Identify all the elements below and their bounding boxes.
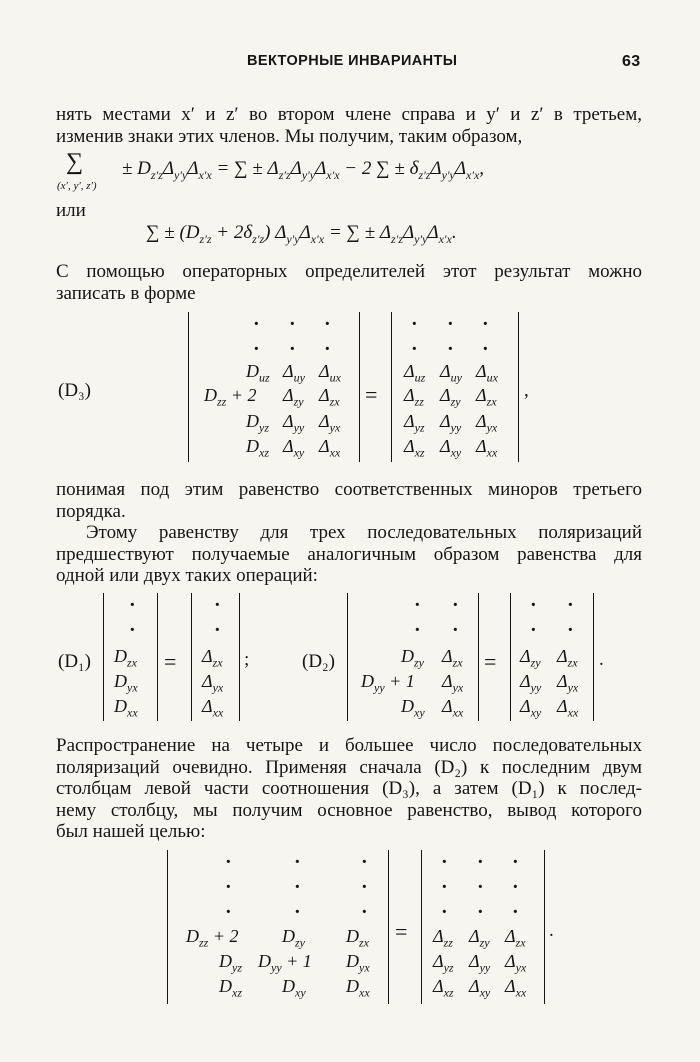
dot: · <box>482 338 489 360</box>
label-d2: (D₂) <box>302 651 335 672</box>
period: . <box>599 649 604 670</box>
det-bar <box>544 850 545 1004</box>
matrix-cell: $\Delta_{yy}$ <box>520 671 542 695</box>
text-line: нять местами x′ и z′ во втором члене справа и y′ и z′ в третьем, <box>56 104 642 125</box>
text-line: одной или двух таких операций: <box>56 565 318 586</box>
matrix-cell: $D_{yx}$ <box>114 671 138 695</box>
matrix-cell: $\Delta_{yx}$ <box>557 671 579 695</box>
matrix-cell: $\Delta_{xz}$ <box>404 436 425 460</box>
page-number: 63 <box>622 53 641 70</box>
matrix-cell: $\Delta_{ux}$ <box>319 361 341 385</box>
matrix-cell: $D_{zz} + 2$ <box>186 926 239 950</box>
text-line: был нашей целью: <box>56 821 206 842</box>
semicolon: ; <box>244 649 250 670</box>
matrix-cell: $D_{xx}$ <box>346 976 370 1000</box>
matrix-cell: $D_{yx}$ <box>346 951 370 975</box>
matrix-cell: $\Delta_{zy}$ <box>520 646 541 670</box>
equation-1: ± $D_{z'z}\Delta_{y'y}\Delta_{x'x}$ = ∑ ± $\Delta_{z'z}\Delta_{y'y}\Delta_{x'x} - 2$ ∑ ± $\delta_{z'z}\Delta_{y'y}\Delta_{x'x}$, <box>122 158 485 182</box>
det-bar <box>188 312 189 462</box>
dot: · <box>324 338 331 360</box>
det-bar <box>167 850 168 1004</box>
running-header: ВЕКТОРНЫЕ ИНВАРИАНТЫ <box>247 53 458 69</box>
dot: · <box>512 851 519 873</box>
equation-2: ∑ ± $(D_{z'z} + 2\delta_{z'z}) \Delta_{y'y}\Delta_{x'x}$ = ∑ ± $\Delta_{z'z}\Delta_{y'y}\Delta_{x'x}$. <box>146 222 457 246</box>
matrix-cell: $\Delta_{yx}$ <box>442 671 464 695</box>
dot: · <box>512 876 519 898</box>
matrix-cell: $D_{uz}$ <box>246 361 270 385</box>
det-bar <box>388 850 389 1004</box>
dot: · <box>129 619 136 641</box>
dot: · <box>253 338 260 360</box>
matrix-cell: $D_{xy}$ <box>282 976 306 1000</box>
matrix-cell: $\Delta_{zz}$ <box>433 926 453 950</box>
matrix-cell: $\Delta_{zx}$ <box>476 385 497 409</box>
dot: · <box>452 594 459 616</box>
dot: · <box>294 851 301 873</box>
matrix-cell: $\Delta_{zy}$ <box>283 385 304 409</box>
det-bar <box>391 312 392 462</box>
dot: · <box>129 594 136 616</box>
matrix-cell: $\Delta_{yx}$ <box>319 411 341 435</box>
equals-sign: = <box>365 382 378 407</box>
matrix-cell: $\Delta_{xy}$ <box>440 436 462 460</box>
equals-sign: = <box>484 649 497 674</box>
matrix-cell: $\Delta_{zz}$ <box>404 385 424 409</box>
dot: · <box>294 876 301 898</box>
dot: · <box>361 901 368 923</box>
dot: · <box>441 876 448 898</box>
det-bar <box>359 312 360 462</box>
matrix-cell: $\Delta_{yy}$ <box>283 411 305 435</box>
matrix-cell: $\Delta_{xx}$ <box>442 696 464 720</box>
matrix-cell: $\Delta_{yy}$ <box>440 411 462 435</box>
matrix-cell: $\Delta_{zx}$ <box>202 646 223 670</box>
matrix-cell: $\Delta_{yz}$ <box>404 411 425 435</box>
matrix-cell: $\Delta_{zx}$ <box>442 646 463 670</box>
dot: · <box>289 313 296 335</box>
text-line: С помощью операторных определителей этот результат можно <box>56 261 642 282</box>
matrix-cell: $D_{zy}$ <box>401 646 424 670</box>
text-line: Распространение на четыре и большее число последовательных <box>56 735 642 756</box>
dot: · <box>414 594 421 616</box>
dot: · <box>289 338 296 360</box>
matrix-cell: $\Delta_{xy}$ <box>283 436 305 460</box>
det-bar <box>347 593 348 721</box>
matrix-cell: $\Delta_{yx}$ <box>202 671 224 695</box>
equals-sign: = <box>164 649 177 674</box>
matrix-cell: $D_{zy}$ <box>282 926 305 950</box>
matrix-cell: $\Delta_{yy}$ <box>469 951 491 975</box>
matrix-cell: $D_{xz}$ <box>246 436 269 460</box>
det-bar <box>191 593 192 721</box>
matrix-cell: $\Delta_{xx}$ <box>319 436 341 460</box>
det-bar <box>478 593 479 721</box>
dot: · <box>214 594 221 616</box>
dot: · <box>530 594 537 616</box>
matrix-cell: $\Delta_{yx}$ <box>476 411 498 435</box>
matrix-cell: $D_{yy} + 1$ <box>258 951 312 975</box>
matrix-cell: $\Delta_{xx}$ <box>557 696 579 720</box>
text-line: понимая под этим равенство соответственных миноров третьего <box>56 479 642 500</box>
paragraph-3 <box>56 261 642 304</box>
matrix-cell: $D_{yz}$ <box>246 411 269 435</box>
dot: · <box>452 619 459 641</box>
matrix-cell: $\Delta_{zy}$ <box>469 926 490 950</box>
dot: · <box>512 901 519 923</box>
matrix-cell: $D_{xy}$ <box>401 696 425 720</box>
paragraph-5 <box>56 522 642 587</box>
dot: · <box>253 313 260 335</box>
matrix-cell: $D_{yz}$ <box>219 951 242 975</box>
dot: · <box>567 619 574 641</box>
dot: · <box>441 901 448 923</box>
det-bar <box>421 850 422 1004</box>
text-line: предшествуют получаемые аналогичным образом равенства для <box>56 543 642 565</box>
matrix-cell: $D_{xz}$ <box>219 976 242 1000</box>
dot: · <box>361 876 368 898</box>
text-line: порядка. <box>56 500 126 522</box>
dot: · <box>477 901 484 923</box>
dot: · <box>414 619 421 641</box>
matrix-cell: $\Delta_{xx}$ <box>476 436 498 460</box>
text-line: нему столбцу, мы получим основное равенство, вывод которого <box>56 799 642 821</box>
dot: · <box>447 338 454 360</box>
period: . <box>549 920 554 941</box>
dot: · <box>567 594 574 616</box>
dot: · <box>411 313 418 335</box>
text-line: столбцам левой части соотношения (D₃), а затем (D₁) к послед- <box>56 778 642 799</box>
text-line: Этому равенству для трех последовательных поляризаций <box>86 522 642 543</box>
matrix-cell: $\Delta_{zy}$ <box>440 385 461 409</box>
dot: · <box>294 901 301 923</box>
dot: · <box>225 851 232 873</box>
matrix-cell: $\Delta_{xx}$ <box>202 696 224 720</box>
matrix-cell: $D_{xx}$ <box>114 696 138 720</box>
matrix-cell: $D_{zx}$ <box>114 646 137 670</box>
det-bar <box>103 593 104 721</box>
paragraph-6 <box>56 735 642 843</box>
label-d3: (D₃) <box>58 380 91 401</box>
dot: · <box>225 901 232 923</box>
det-bar <box>157 593 158 721</box>
det-bar <box>518 312 519 462</box>
matrix-cell: $\Delta_{xx}$ <box>505 976 527 1000</box>
dot: · <box>324 313 331 335</box>
matrix-cell: $\Delta_{yx}$ <box>505 951 527 975</box>
text-line: поляризаций очевидно. Применяя сначала (D₂) к последним двум <box>56 756 642 778</box>
matrix-cell: $\Delta_{zx}$ <box>319 385 340 409</box>
matrix-cell: $D_{yy} + 1$ <box>361 671 415 695</box>
matrix-cell: $\Delta_{uy}$ <box>283 361 305 385</box>
sum-sign: ∑ <box>66 149 84 175</box>
dot: · <box>411 338 418 360</box>
matrix-cell: $D_{zz} + 2$ <box>204 385 257 409</box>
matrix-cell: $\Delta_{yz}$ <box>433 951 454 975</box>
det-bar <box>239 593 240 721</box>
dot: · <box>482 313 489 335</box>
equals-sign: = <box>395 919 408 944</box>
dot: · <box>361 851 368 873</box>
matrix-cell: $\Delta_{zx}$ <box>505 926 526 950</box>
paragraph-4 <box>56 479 642 522</box>
dot: · <box>477 876 484 898</box>
matrix-cell: $\Delta_{ux}$ <box>476 361 498 385</box>
paragraph-2 <box>56 200 86 222</box>
matrix-cell: $\Delta_{uy}$ <box>440 361 462 385</box>
matrix-cell: $D_{zx}$ <box>346 926 369 950</box>
matrix-cell: $\Delta_{xy}$ <box>469 976 491 1000</box>
text-line: изменив знаки этих членов. Мы получим, таким образом, <box>56 125 523 147</box>
text-line: или <box>56 200 86 221</box>
dot: · <box>225 876 232 898</box>
matrix-cell: $\Delta_{uz}$ <box>404 361 426 385</box>
matrix-cell: $\Delta_{xy}$ <box>520 696 542 720</box>
paragraph-1 <box>56 104 642 147</box>
dot: · <box>447 313 454 335</box>
dot: · <box>441 851 448 873</box>
dot: · <box>214 619 221 641</box>
matrix-cell: $\Delta_{xz}$ <box>433 976 454 1000</box>
dot: · <box>530 619 537 641</box>
text-line: записать в форме <box>56 282 196 304</box>
sum-index: (x′, y′, z′) <box>57 180 97 192</box>
matrix-cell: $\Delta_{zx}$ <box>557 646 578 670</box>
det-bar <box>510 593 511 721</box>
dot: · <box>477 851 484 873</box>
label-d1: (D₁) <box>58 651 91 672</box>
det-bar <box>593 593 594 721</box>
comma: , <box>524 380 529 401</box>
